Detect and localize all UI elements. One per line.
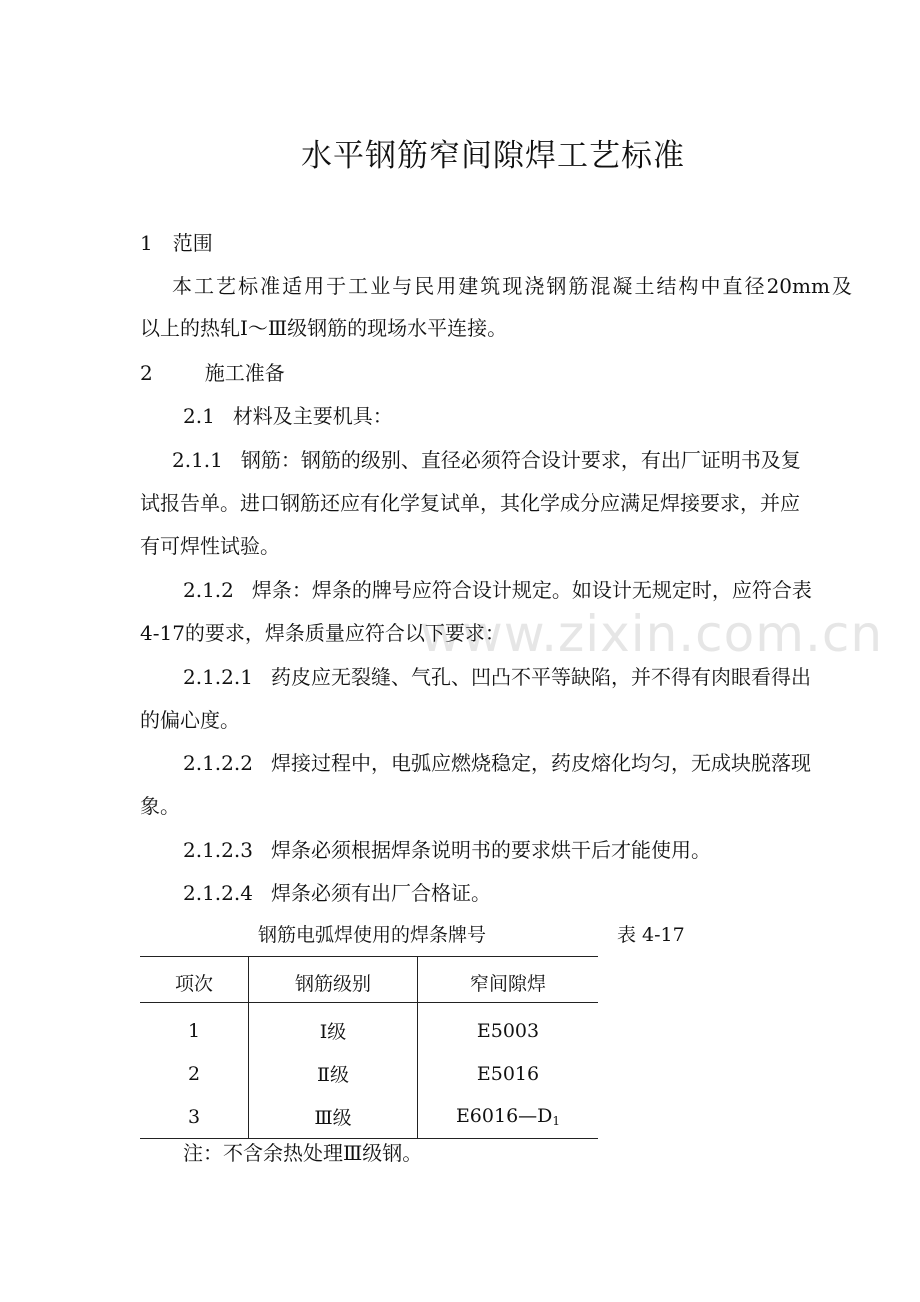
paragraph-line: 有可焊性试验。 [140,534,280,558]
clause-number: 2.1.2.1 [183,665,253,689]
subsection-2-1-heading [183,406,393,426]
paragraph-line: 4-17的要求，焊条质量应符合以下要求： [140,621,505,645]
section-title: 施工准备 [204,361,285,385]
electrode-grade: E6016—D [455,1105,553,1127]
clause-2-1-2 [183,580,812,600]
column-header: 项次 [140,957,249,1003]
document-title: 水平钢筋窄间隙焊工艺标准 [301,138,685,174]
paragraph-line: 焊接过程中，电弧应燃烧稳定，药皮熔化均匀，无成块脱落现 [270,751,811,775]
table-caption: 钢筋电弧焊使用的焊条牌号 [258,924,487,946]
paragraph-line: 以上的热轧Ⅰ～Ⅲ级钢筋的现场水平连接。 [140,316,508,340]
subscript: 1 [552,1114,561,1128]
clause-number: 2.1.2.3 [183,838,253,862]
table-row [140,1052,598,1095]
paragraph-line: 焊条：焊条的牌号应符合设计规定。如设计无规定时，应符合表 [251,578,812,602]
clause-2-1-2-1 [183,667,811,687]
table-cell: E5016 [476,1062,540,1085]
paragraph-line: 的偏心度。 [140,708,240,732]
electrode-table [140,956,598,1139]
paragraph-line: 焊条必须有出厂合格证。 [270,881,491,905]
table-header-row [140,957,598,1003]
section-2-heading [140,363,285,383]
clause-2-1-2-3 [183,840,711,860]
section-number: 1 [140,231,153,255]
table-cell: Ⅲ级 [249,1095,418,1139]
section-number: 2 [140,361,153,385]
section-title: 范围 [172,231,213,255]
clause-2-1-2-4 [183,883,491,903]
clause-2-1-1 [172,450,801,470]
paragraph-line: 药皮应无裂缝、气孔、凹凸不平等缺陷，并不得有肉眼看得出 [270,665,811,689]
table-cell: 3 [140,1095,249,1139]
section-number: 2.1 [183,404,215,428]
clause-number: 2.1.1 [172,448,223,472]
clause-number: 2.1.2.4 [183,881,253,905]
clause-number: 2.1.2 [183,578,234,602]
table-note: 注：不含余热处理Ⅲ级钢。 [183,1141,423,1165]
section-title: 材料及主要机具： [232,404,393,428]
table-cell: Ⅰ级 [249,1003,418,1053]
table-label: 表 4-17 [617,924,685,946]
paragraph-line: 象。 [140,794,180,818]
section-1-heading [140,233,213,253]
paragraph-line: 钢筋：钢筋的级别、直径必须符合设计要求，有出厂证明书及复 [240,448,801,472]
table-cell [418,1095,599,1139]
table-row [140,1095,598,1139]
clause-2-1-2-2 [183,753,811,773]
table-cell: E5003 [476,1019,540,1042]
clause-number: 2.1.2.2 [183,751,253,775]
paragraph-line: 试报告单。进口钢筋还应有化学复试单，其化学成分应满足焊接要求，并应 [140,491,800,515]
column-header: 窄间隙焊 [418,957,599,1003]
paragraph-line: 本工艺标准适用于工业与民用建筑现浇钢筋混凝土结构中直径20mm及 [172,274,852,298]
table-cell: Ⅱ级 [249,1052,418,1095]
column-header: 钢筋级别 [249,957,418,1003]
watermark: www.zixin.com.cn [420,605,884,663]
table-cell: 1 [140,1003,249,1053]
table-cell: 2 [140,1052,249,1095]
table-row [140,1003,598,1053]
paragraph-line: 焊条必须根据焊条说明书的要求烘干后才能使用。 [270,838,711,862]
